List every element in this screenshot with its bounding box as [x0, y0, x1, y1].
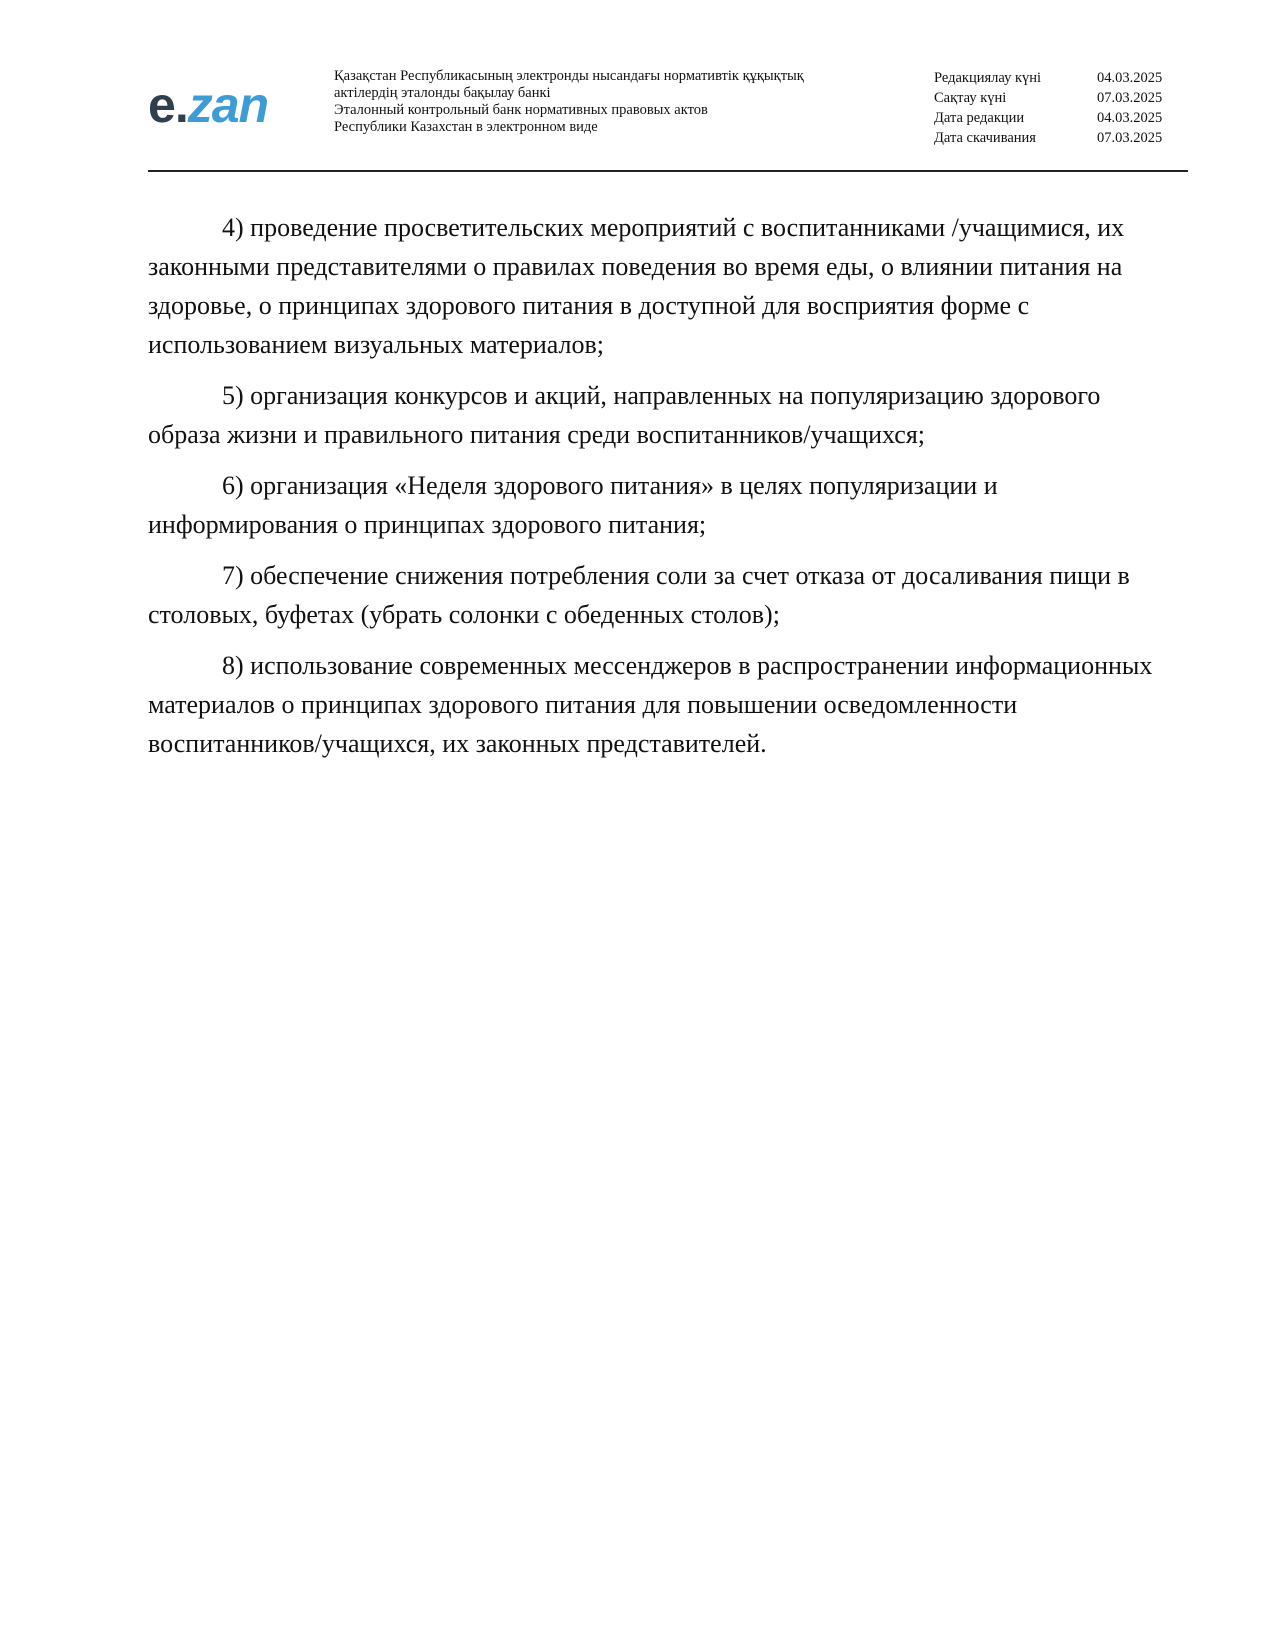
bank-title	[334, 68, 894, 136]
logo-zan: zan	[187, 77, 269, 133]
date-value: 04.03.2025	[1097, 110, 1163, 126]
bank-title-line: Қазақстан Республикасының электронды нысандағы нормативтік құқықтық	[334, 68, 804, 84]
logo-dot: .	[174, 77, 188, 133]
date-row-edit-ru	[934, 108, 1184, 128]
list-item-7: 7) обеспечение снижения потребления соли за счет отказа от досаливания пищи в столовых, буфетах (убрать солонки с обеденных столов);	[148, 561, 1130, 629]
document-header	[148, 66, 1188, 170]
date-label: Редакциялау күні	[934, 70, 1042, 86]
bank-title-line: Эталонный контрольный банк нормативных правовых актов	[334, 102, 708, 118]
list-item-4: 4) проведение просветительских мероприятий с воспитанниками /учащимися, их законными представителями о правилах поведения во время еды, о влиянии питания на здоровье, о принципах здорового питания в доступной для восприятия форме с использованием визуальных материалов;	[148, 213, 1125, 359]
date-row-download-ru	[934, 128, 1184, 148]
ezan-logo	[148, 77, 269, 133]
header-divider	[148, 170, 1188, 172]
date-label: Сақтау күні	[934, 90, 1007, 106]
logo-e: e	[148, 77, 175, 133]
list-item-6: 6) организация «Неделя здорового питания» в целях популяризации и информирования о принципах здорового питания;	[148, 471, 998, 539]
date-value: 04.03.2025	[1097, 70, 1163, 86]
date-value: 07.03.2025	[1097, 90, 1163, 106]
date-label: Дата скачивания	[934, 130, 1036, 146]
date-label: Дата редакции	[934, 110, 1025, 126]
date-row-edit-kk	[934, 68, 1184, 88]
bank-title-line: актілердің эталонды бақылау банкі	[334, 85, 551, 101]
document-dates	[934, 68, 1184, 148]
date-row-save-kk	[934, 88, 1184, 108]
date-value: 07.03.2025	[1097, 130, 1163, 146]
document-body	[148, 208, 1178, 775]
list-item-8: 8) использование современных мессенджеров в распространении информационных материалов о принципах здорового питания для повышении осведомленности воспитанников/учащихся, их законных представителей.	[148, 651, 1153, 758]
list-item-5: 5) организация конкурсов и акций, направленных на популяризацию здорового образа жизни и правильного питания среди воспитанников/учащихся;	[148, 381, 1101, 449]
bank-title-line: Республики Казахстан в электронном виде	[334, 119, 598, 135]
